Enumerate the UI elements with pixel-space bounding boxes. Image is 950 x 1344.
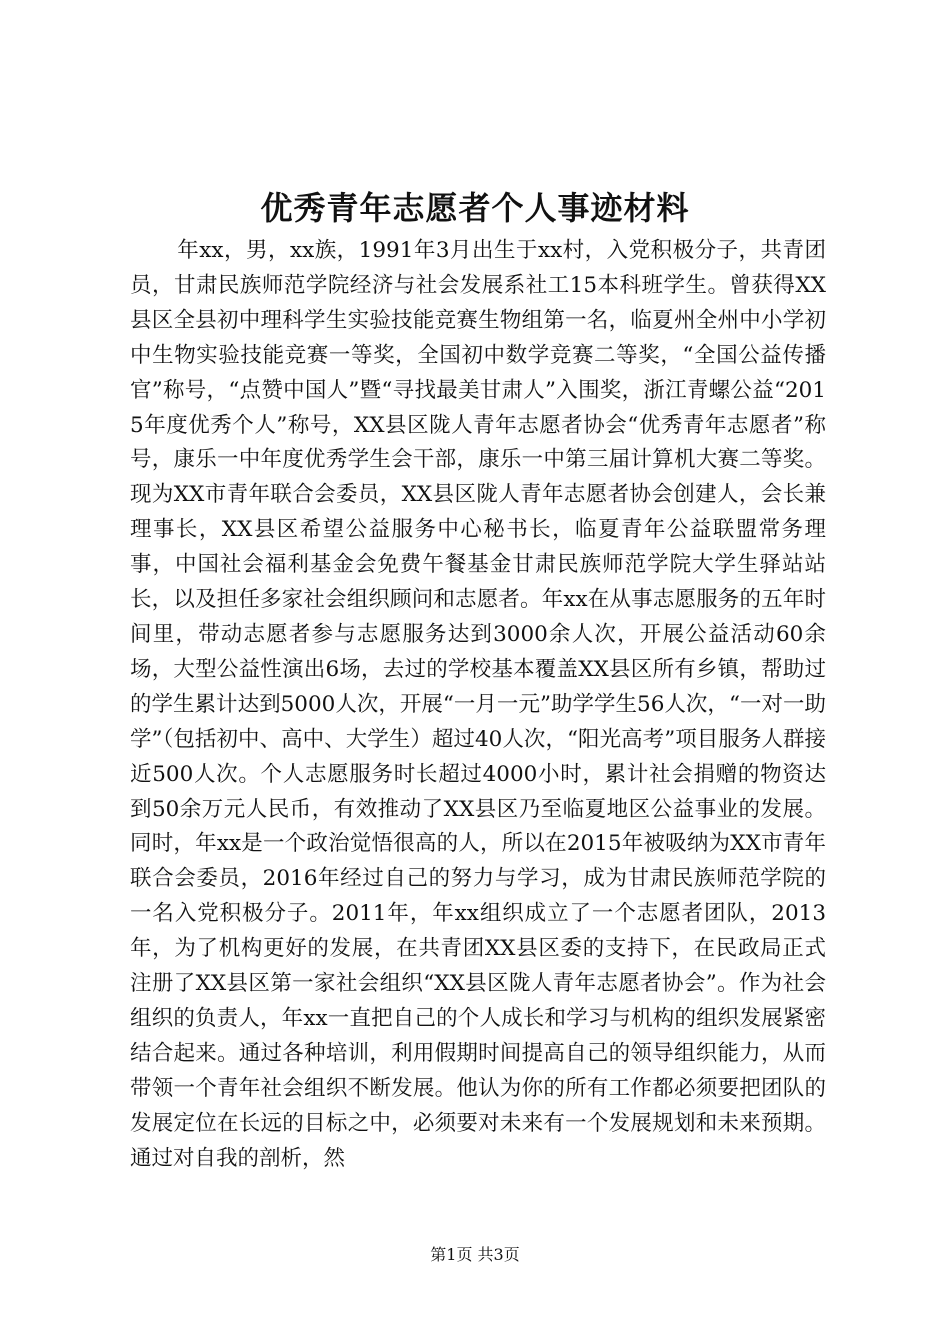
document-title: 优秀青年志愿者个人事迹材料 <box>260 189 690 227</box>
page-footer: 第1页 共3页 <box>430 1245 520 1264</box>
body-paragraph: 年xx，男，xx族，1991年3月出生于xx村，入党积极分子，共青团员，甘肃民族师范学院经济与社会发展系社工15本科班学生。曾获得XX县区全县初中理科学生实验技能竞赛生物组第一名，临夏州全州中小学初中生物实验技能竞赛一等奖，全国初中数学竞赛二等奖，“全国公益传播官”称号，“点赞中国人”暨“寻找最美甘肃人”入围奖，浙江青螺公益“2015年度优秀个人”称号，XX县区陇人青年志愿者协会“优秀青年志愿者”称号，康乐一中年度优秀学生会干部，康乐一中第三届计算机大赛二等奖。现为XX市青年联合会委员，XX县区陇人青年志愿者协会创建人，会长兼理事长，XX县区希望公益服务中心秘书长，临夏青年公益联盟常务理事，中国社会福利基金会免费午餐基金甘肃民族师范学院大学生驿站站长，以及担任多家社会组织顾问和志愿者。年xx在从事志愿服务的五年时间里，带动志愿者参与志愿服务达到3000余人次，开展公益活动60余场，大型公益性演出6场，去过的学校基本覆盖XX县区所有乡镇，帮助过的学生累计达到5000人次，开展“一月一元”助学学生56人次，“一对一助学”（包括初中、高中、大学生）超过40人次，“阳光高考”项目服务人群接近500人次。个人志愿服务时长超过4000小时，累计社会捐赠的物资达到50余万元人民币，有效推动了XX县区乃至临夏地区公益事业的发展。同时，年xx是一个政治觉悟很高的人，所以在2015年被吸纳为XX市青年联合会委员，2016年经过自己的努力与学习，成为甘肃民族师范学院的一名入党积极分子。2011年，年xx组织成立了一个志愿者团队，2013年，为了机构更好的发展，在共青团XX县区委的支持下，在民政局正式注册了XX县区第一家社会组织“XX县区陇人青年志愿者协会”。作为社会组织的负责人，年xx一直把自己的个人成长和学习与机构的组织发展紧密结合起来。通过各种培训，利用假期时间提高自己的领导组织能力，从而带领一个青年社会组织不断发展。他认为你的所有工作都必须要把团队的发展定位在长远的目标之中，必须要对未来有一个发展规划和未来预期。通过对自我的剖析，然 <box>130 238 826 1171</box>
